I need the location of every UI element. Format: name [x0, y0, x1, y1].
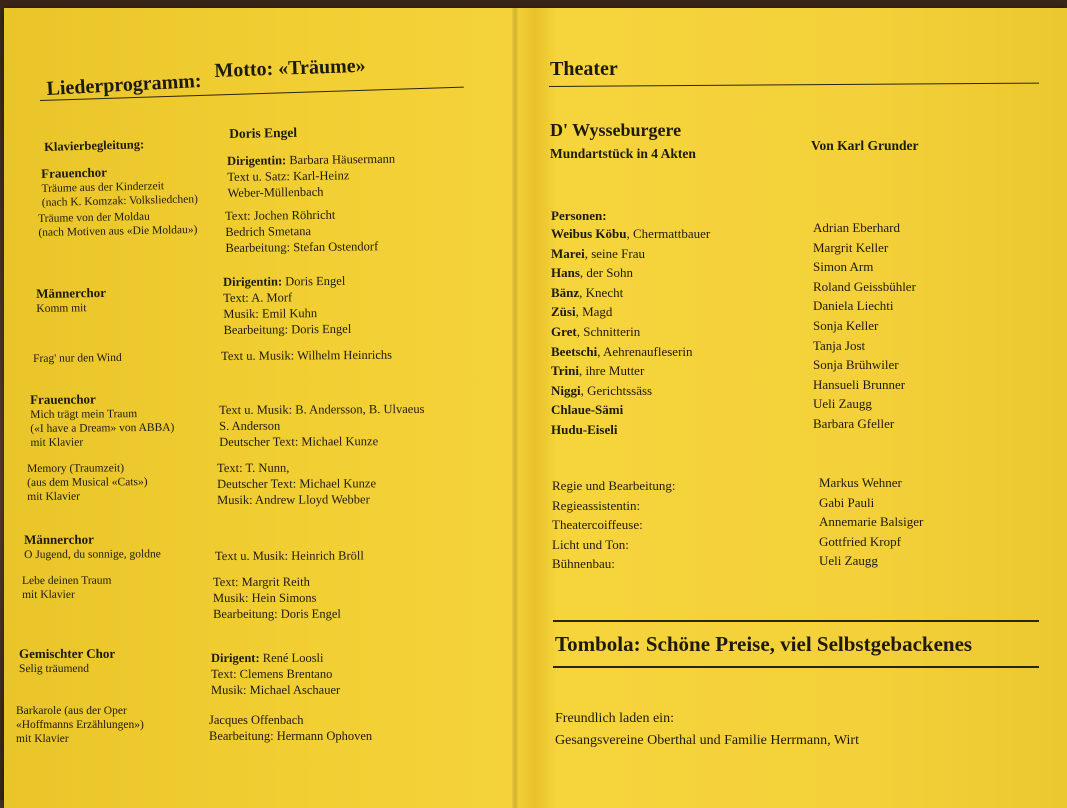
crew-role: Theatercoiffeuse: — [552, 517, 643, 533]
role-row — [551, 263, 710, 283]
song-entry — [33, 350, 233, 366]
crew-member: Gabi Pauli — [819, 494, 875, 510]
program-leaflet — [4, 8, 1067, 808]
credit-label: Dirigentin: — [227, 153, 287, 168]
song-credits — [219, 400, 509, 450]
song-entry — [30, 390, 230, 450]
role-row — [551, 244, 710, 264]
song-title-line: mit Klavier — [30, 436, 84, 449]
crew-member: Markus Wehner — [819, 475, 902, 490]
credit-text: Musik: Michael Aschauer — [211, 682, 341, 697]
credit-text: Text u. Musik: Heinrich Bröll — [215, 548, 364, 563]
song-credits — [221, 346, 511, 364]
credit-line — [209, 728, 499, 744]
actor-name: Tanja Jost — [813, 337, 866, 353]
role-description: , Magd — [575, 304, 613, 320]
song-credits — [215, 547, 505, 564]
roles-list — [551, 224, 710, 440]
song-credits — [211, 650, 501, 698]
crew-role: Bühnenbau: — [552, 556, 615, 572]
credit-text: S. Anderson — [219, 418, 281, 433]
crew-role: Regieassistentin: — [552, 497, 641, 513]
credit-text: Deutscher Text: Michael Kunze — [217, 476, 377, 491]
song-title-line: (aus dem Musical «Cats») — [27, 476, 148, 489]
song-title-line: Träume von der Moldau — [38, 210, 151, 225]
song-title-line: (nach K. Komzak: Volksliedchen) — [41, 193, 199, 209]
actor-name: Hansueli Brunner — [813, 376, 906, 392]
play-title: D' Wysseburgere — [550, 120, 682, 140]
play-author: Von Karl Grunder — [811, 138, 919, 153]
credit-text: Text u. Musik: B. Andersson, B. Ulvaeus — [219, 401, 425, 417]
credit-line — [211, 682, 501, 698]
credit-line — [217, 491, 507, 508]
credit-line — [223, 319, 513, 338]
credit-line — [219, 416, 509, 434]
role-name: Hudu-Eiseli — [551, 421, 618, 437]
theater-heading: Theater — [550, 58, 618, 80]
credit-line — [217, 459, 507, 476]
role-description: , Schnitterin — [576, 323, 641, 339]
choir-name: Männerchor — [24, 531, 95, 547]
credit-label: Dirigentin: — [223, 274, 283, 289]
credit-line — [219, 400, 509, 418]
credit-text: Text: Clemens Brentano — [211, 666, 333, 681]
role-name: Chlaue-Sämi — [551, 402, 624, 418]
credit-line — [219, 432, 509, 450]
role-name: Beetschi — [551, 343, 598, 359]
credit-text: Text u. Satz: Karl-Heinz — [227, 168, 350, 184]
actor-name: Ueli Zaugg — [813, 396, 872, 412]
credit-line — [215, 547, 505, 564]
song-entry — [24, 531, 224, 562]
credit-text: Doris Engel — [229, 124, 298, 141]
play-subtitle: Mundartstück in 4 Akten — [550, 146, 696, 161]
choir-name: Frauenchor — [41, 164, 108, 181]
persons-label: Personen: — [551, 208, 607, 223]
role-name: Weibus Köbu — [551, 226, 627, 241]
role-name: Bänz — [551, 284, 580, 300]
credit-line — [225, 237, 515, 256]
credit-line — [213, 573, 503, 590]
role-description: , Gerichtssäss — [580, 382, 653, 398]
song-credits — [217, 459, 507, 508]
credit-text: Doris Engel — [282, 273, 346, 289]
song-title-line: mit Klavier — [16, 733, 69, 745]
choir-name: Gemischter Chor — [18, 645, 115, 661]
tombola-rule-bottom — [553, 666, 1039, 668]
song-title-line: Selig träumend — [18, 662, 89, 675]
role-name: Hans — [551, 265, 580, 281]
song-entry — [19, 646, 219, 676]
credit-text: René Loosli — [259, 650, 324, 665]
actor-name: Sonja Brühwiler — [813, 357, 899, 373]
role-description: , Knecht — [579, 284, 624, 300]
crew-roles — [552, 476, 675, 574]
credit-line — [211, 666, 501, 682]
actor-name: Roland Geissbühler — [813, 278, 916, 294]
invite-line-2: Gesangsvereine Oberthal und Familie Herrmann, Wirt — [555, 733, 859, 748]
song-credits — [213, 573, 503, 622]
credit-line — [209, 712, 499, 728]
right-page — [519, 8, 1067, 808]
credit-text: Text: T. Nunn, — [217, 460, 290, 475]
crew-member: Ueli Zaugg — [819, 553, 878, 569]
role-row — [551, 224, 710, 244]
role-row — [551, 381, 710, 401]
role-name: Trini — [551, 363, 579, 379]
song-credits — [225, 205, 516, 256]
crew-role: Licht und Ton: — [552, 536, 629, 552]
song-title-line: (nach Motiven aus «Die Moldau») — [38, 223, 198, 239]
song-credits — [227, 149, 518, 201]
tombola-banner: Tombola: Schöne Preise, viel Selbstgebackenes — [555, 632, 973, 656]
actor-name: Barbara Gfeller — [813, 415, 895, 431]
song-credits — [229, 121, 519, 142]
credit-label: Dirigent: — [211, 650, 260, 665]
role-description: , der Sohn — [579, 265, 633, 281]
song-title-line: mit Klavier — [21, 588, 75, 601]
credit-line — [227, 181, 517, 201]
header-rule-right — [549, 83, 1039, 87]
credit-line — [217, 475, 507, 492]
credit-line — [213, 589, 503, 606]
role-row — [551, 322, 710, 342]
role-description: , Chermattbauer — [626, 226, 711, 241]
song-entry — [44, 134, 244, 154]
credit-text: Bearbeitung: Doris Engel — [213, 606, 341, 621]
song-entry — [27, 461, 227, 504]
choir-name: Männerchor — [35, 284, 106, 301]
program-label: Liederprogramm: — [46, 69, 203, 100]
role-name: Gret — [551, 323, 577, 339]
song-title-line: O Jugend, du sonnige, goldne — [24, 548, 162, 561]
role-name: Marei — [551, 245, 585, 261]
crew-role: Regie und Bearbeitung: — [552, 478, 676, 493]
credit-text: Bearbeitung: Stefan Ostendorf — [225, 239, 379, 255]
credit-text: Musik: Andrew Lloyd Webber — [217, 492, 370, 507]
song-title-line: Frag' nur den Wind — [32, 351, 122, 365]
credit-text: Text: Margrit Reith — [213, 574, 310, 589]
crew-names — [819, 473, 923, 571]
credit-text: Bedrich Smetana — [225, 224, 312, 239]
song-title-line: Mich trägt mein Traum — [30, 408, 138, 421]
song-entry — [38, 208, 239, 240]
actor-name: Margrit Keller — [813, 239, 889, 255]
song-entry — [36, 283, 236, 316]
credit-text: Bearbeitung: Hermann Ophoven — [209, 729, 373, 743]
actor-name: Adrian Eberhard — [813, 220, 900, 235]
role-row — [551, 283, 710, 303]
role-description: , Aehrenaufleserin — [597, 343, 693, 359]
song-title-line: Komm mit — [35, 302, 87, 315]
crew-member: Annemarie Balsiger — [819, 514, 924, 530]
role-row — [551, 420, 710, 440]
song-entry — [41, 161, 242, 210]
role-row — [551, 400, 710, 420]
actors-list — [813, 218, 916, 434]
credit-text: Musik: Emil Kuhn — [223, 306, 318, 321]
credit-line — [229, 121, 519, 142]
song-credits — [223, 271, 514, 338]
credit-text: Text: Jochen Röhricht — [225, 207, 336, 223]
crew-member: Gottfried Kropf — [819, 533, 901, 549]
song-title-line: «Hoffmanns Erzählungen») — [16, 719, 144, 731]
role-name: Niggi — [551, 382, 581, 398]
role-row — [551, 342, 710, 362]
credit-text: Bearbeitung: Doris Engel — [223, 321, 352, 337]
actor-name: Simon Arm — [813, 259, 874, 275]
credit-text: Text u. Musik: Wilhelm Heinrichs — [221, 347, 393, 363]
song-title-line: mit Klavier — [27, 490, 81, 503]
role-row — [551, 361, 710, 381]
role-description: , ihre Mutter — [578, 363, 645, 379]
credit-text: Barbara Häusermann — [286, 151, 396, 168]
credit-text: Musik: Hein Simons — [213, 590, 317, 605]
role-name: Züsi — [551, 304, 576, 320]
song-entry — [22, 573, 222, 602]
credit-text: Text: A. Morf — [223, 290, 293, 305]
song-title-line: Träume aus der Kinderzeit — [41, 180, 165, 195]
role-description: , seine Frau — [584, 245, 645, 261]
invite-line-1: Freundlich laden ein: — [555, 711, 674, 726]
tombola-rule-top — [553, 620, 1039, 622]
song-title-line: Barkarole (aus der Oper — [16, 705, 127, 717]
actor-name: Daniela Liechti — [813, 298, 894, 314]
credit-line — [221, 346, 511, 364]
credit-text: Deutscher Text: Michael Kunze — [219, 434, 379, 449]
song-title-line: Klavierbegleitung: — [44, 137, 145, 154]
credit-line — [211, 650, 501, 666]
credit-text: Weber-Müllenbach — [227, 184, 324, 200]
credit-text: Jacques Offenbach — [209, 713, 304, 727]
song-entry — [16, 704, 216, 746]
choir-name: Frauenchor — [30, 391, 96, 407]
actor-name: Sonja Keller — [813, 317, 879, 333]
song-title-line: («I have a Dream» von ABBA) — [30, 421, 175, 435]
song-title-line: Memory (Traumzeit) — [27, 462, 125, 475]
song-credits — [209, 712, 499, 744]
credit-line — [213, 605, 503, 622]
left-page — [4, 8, 509, 808]
role-row — [551, 302, 710, 322]
motto-title: Motto: «Träume» — [214, 54, 366, 82]
song-title-line: Lebe deinen Traum — [21, 574, 112, 587]
